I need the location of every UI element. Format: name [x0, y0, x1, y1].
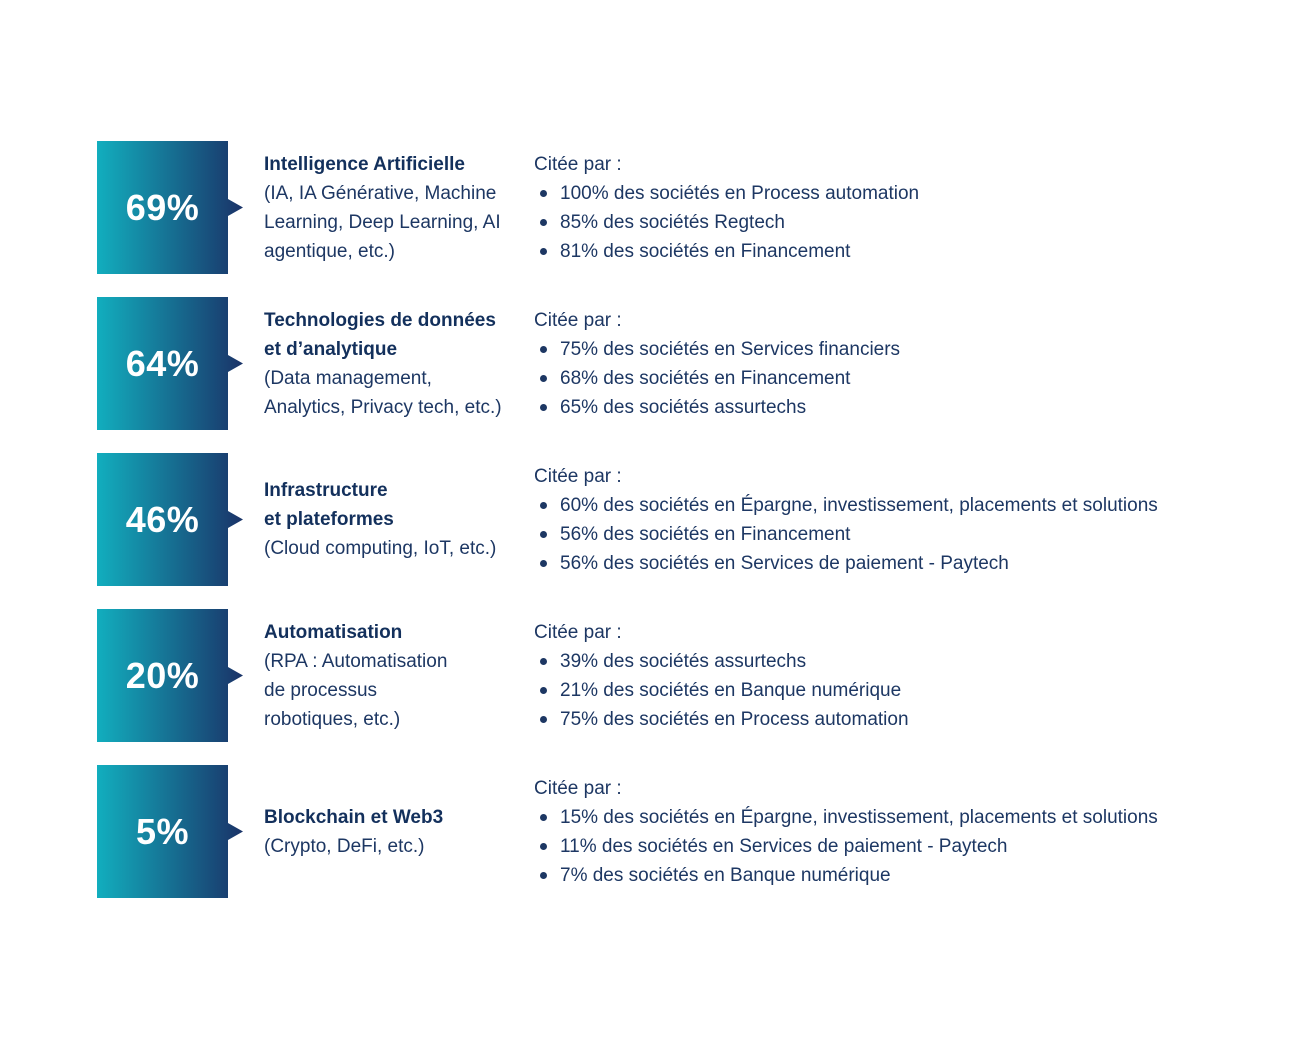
cited-item: 39% des sociétés assurtechs [534, 647, 1254, 676]
cited-label: Citée par : [534, 777, 622, 799]
tech-description-block [264, 453, 524, 586]
tech-title: Technologies de données et d’analytique [264, 309, 496, 360]
tech-description-block [264, 141, 524, 274]
cited-label: Citée par : [534, 153, 622, 175]
cited-item: 100% des sociétés en Process automation [534, 179, 1254, 208]
percentage-badge [97, 297, 243, 430]
bullet-icon [540, 248, 547, 255]
cited-item: 21% des sociétés en Banque numérique [534, 676, 1254, 705]
tech-row-ai [0, 141, 1300, 274]
bullet-icon [540, 531, 547, 538]
cited-list [534, 803, 1254, 890]
percentage-value: 46% [125, 499, 200, 540]
tech-description-block [264, 297, 524, 430]
bullet-icon [540, 404, 547, 411]
bullet-icon [540, 687, 547, 694]
percentage-badge [97, 141, 243, 274]
tech-examples: (Cloud computing, IoT, etc.) [264, 538, 497, 559]
tech-examples: (Crypto, DeFi, etc.) [264, 835, 425, 857]
tech-title: Infrastructure et plateformes [264, 480, 394, 530]
cited-item: 56% des sociétés en Services de paiement - Paytech [534, 549, 1254, 578]
bullet-icon [540, 658, 547, 665]
cited-label: Citée par : [534, 309, 622, 331]
bullet-icon [540, 560, 547, 567]
cited-item: 85% des sociétés Regtech [534, 208, 1254, 237]
tech-examples: (RPA : Automatisation de processus robotiques, etc.) [264, 650, 448, 730]
tech-title: Blockchain et Web3 [264, 806, 444, 828]
tech-row-data [0, 297, 1300, 430]
cited-block [534, 141, 1254, 274]
cited-list [534, 335, 1254, 422]
percentage-badge [97, 453, 243, 586]
bullet-icon [540, 375, 547, 382]
cited-item: 81% des sociétés en Financement [534, 237, 1254, 266]
percentage-value: 64% [125, 343, 200, 384]
cited-item: 68% des sociétés en Financement [534, 364, 1254, 393]
tech-row-blockchain [0, 765, 1300, 898]
percentage-value: 5% [135, 811, 190, 852]
cited-item: 56% des sociétés en Financement [534, 520, 1254, 549]
cited-block [534, 765, 1254, 898]
tech-examples: (IA, IA Générative, Machine Learning, Deep Learning, AI agentique, etc.) [264, 182, 501, 262]
bullet-icon [540, 814, 547, 821]
cited-item: 7% des sociétés en Banque numérique [534, 861, 1254, 890]
cited-list [534, 179, 1254, 266]
bullet-icon [540, 843, 547, 850]
cited-item: 75% des sociétés en Process automation [534, 705, 1254, 734]
bullet-icon [540, 716, 547, 723]
cited-label: Citée par : [534, 621, 622, 643]
cited-list [534, 647, 1254, 734]
cited-item: 65% des sociétés assurtechs [534, 393, 1254, 422]
cited-item: 15% des sociétés en Épargne, investissement, placements et solutions [534, 803, 1254, 832]
cited-list [534, 491, 1254, 578]
cited-item: 11% des sociétés en Services de paiement - Paytech [534, 832, 1254, 861]
tech-title: Intelligence Artificielle [264, 153, 465, 175]
tech-row-automation [0, 609, 1300, 742]
tech-description-block [264, 765, 524, 898]
bullet-icon [540, 219, 547, 226]
cited-item: 75% des sociétés en Services financiers [534, 335, 1254, 364]
percentage-value: 20% [125, 655, 200, 696]
percentage-badge [97, 609, 243, 742]
bullet-icon [540, 872, 547, 879]
bullet-icon [540, 502, 547, 509]
tech-description-block [264, 609, 524, 742]
tech-row-infrastructure [0, 453, 1300, 586]
bullet-icon [540, 346, 547, 353]
percentage-value: 69% [125, 187, 200, 228]
cited-block [534, 609, 1254, 742]
cited-block [534, 297, 1254, 430]
cited-item: 60% des sociétés en Épargne, investissement, placements et solutions [534, 491, 1254, 520]
cited-block [534, 453, 1254, 586]
tech-examples: (Data management, Analytics, Privacy tech, etc.) [264, 367, 502, 418]
bullet-icon [540, 190, 547, 197]
percentage-badge [97, 765, 243, 898]
cited-label: Citée par : [534, 465, 622, 487]
tech-title: Automatisation [264, 621, 403, 643]
